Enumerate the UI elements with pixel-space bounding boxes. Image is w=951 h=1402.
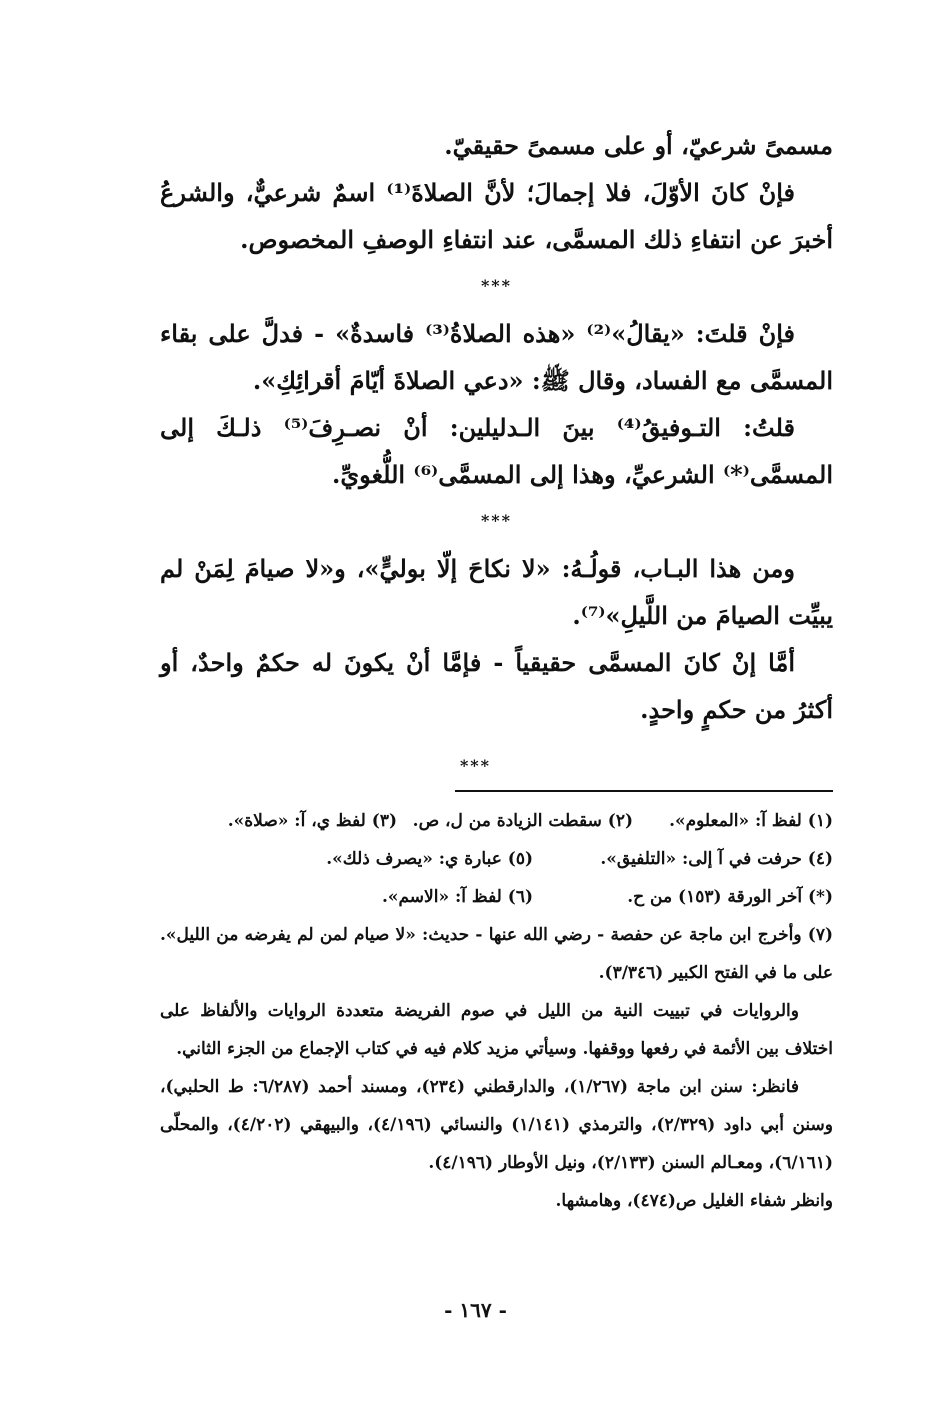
footnote-row [160, 840, 833, 878]
footnote-4: (٤) حرفت في آ إلى: «التلفيق». [600, 849, 833, 869]
footnote-divider [455, 790, 833, 792]
footnote-row [160, 802, 833, 840]
paragraph-5: ومن هذا البـاب، قولُـهُ: «لا نكاحَ إلّا بوليٍّ»، و«لا صيامَ لِمَنْ لم يبيِّت الصيامَ من اللَّيلِ»⁽⁷⁾. [160, 554, 833, 630]
footnote-star: (*) آخر الورقة (١٥٣) من ح. [627, 887, 833, 907]
footnote-7: (٧) وأخرج ابن ماجة عن حفصة - رضي الله عنها - حديث: «لا صيام لمن لم يفرضه من الليل». على ما في الفتح الكبير (٣/٣٤٦). [160, 925, 833, 983]
paragraph-4: قلتُ: التـوفيقُ⁽⁴⁾ بينَ الـدليلين: أنْ نصـرِفَ⁽⁵⁾ ذلـكَ إلى المسمَّى⁽*⁾ الشرعيِّ، وهذا إلى المسمَّى⁽⁶⁾ اللُّغويِّ. [160, 413, 833, 489]
page-number: - ١٦٧ - [444, 1298, 507, 1322]
footnote-1: (١) لفظ آ: «المعلوم». [669, 811, 833, 831]
paragraph-1: مسمىً شرعيّ، أو على مسمىً حقيقيّ. [444, 131, 833, 160]
paragraph-3: فإنْ قلتَ: «يقالُ»⁽²⁾ «هذه الصلاةُ⁽³⁾ فاسدةٌ» - فدلَّ على بقاء المسمَّى مع الفساد، وقال ﷺ: «دعي الصلاةَ أيّامَ أقرائِكِ». [160, 319, 833, 395]
footnote-7-sources: فانظر: سنن ابن ماجة (١/٢٦٧)، والدارقطني (٢٣٤)، ومسند أحمد (٦/٢٨٧: ط الحلبي)، وسنن أبي داود (٢/٣٢٩)، والترمذي (١/١٤١) والنسائي (٤/١٩٦)، والبيهقي (٤/٢٠٢)، والمحلّى (٦/١٦١)، ومعـالم السنن (٢/١٣٣)، ونيل الأوطار (٤/١٩٦). [160, 1077, 833, 1173]
footnote-6: (٦) لفظ آ: «الاسم». [381, 887, 533, 907]
footnote-3: (٣) لفظ ي، آ: «صلاة». [227, 811, 397, 831]
main-text [160, 122, 833, 733]
footnote-7-see-also: وانظر شفاء الغليل ص(٤٧٤)، وهامشها. [555, 1191, 833, 1211]
paragraph-6: أمَّا إنْ كانَ المسمَّى حقيقياً - فإمَّا أنْ يكونَ له حكمٌ واحدٌ، أو أكثرُ من حكمٍ واحدٍ. [160, 648, 833, 724]
footnote-5: (٥) عبارة ي: «يصرف ذلك». [326, 849, 533, 869]
footnote-7-note: والروايات في تبييت النية من الليل في صوم الفريضة متعددة الروايات والألفاظ على اختلاف بين الأئمة في رفعها ووقفها. وسيأتي مزيد كلام فيه في كتاب الإجماع من الجزء الثاني. [160, 1001, 833, 1059]
paragraph-2: فإنْ كانَ الأوّلَ، فلا إجمالَ؛ لأنَّ الصلاةَ⁽¹⁾ اسمٌ شرعيٌّ، والشرعُ أخبرَ عن انتفاءِ ذلك المسمَّى، عند انتفاءِ الوصفِ المخصوص. [160, 178, 833, 254]
footnote-row [160, 878, 833, 916]
footnotes [160, 802, 833, 1220]
footnote-2: (٢) سقطت الزيادة من ل، ص. [412, 811, 633, 831]
section-separator: *** [459, 756, 492, 775]
section-separator: *** [480, 276, 513, 295]
section-separator: *** [480, 511, 513, 530]
